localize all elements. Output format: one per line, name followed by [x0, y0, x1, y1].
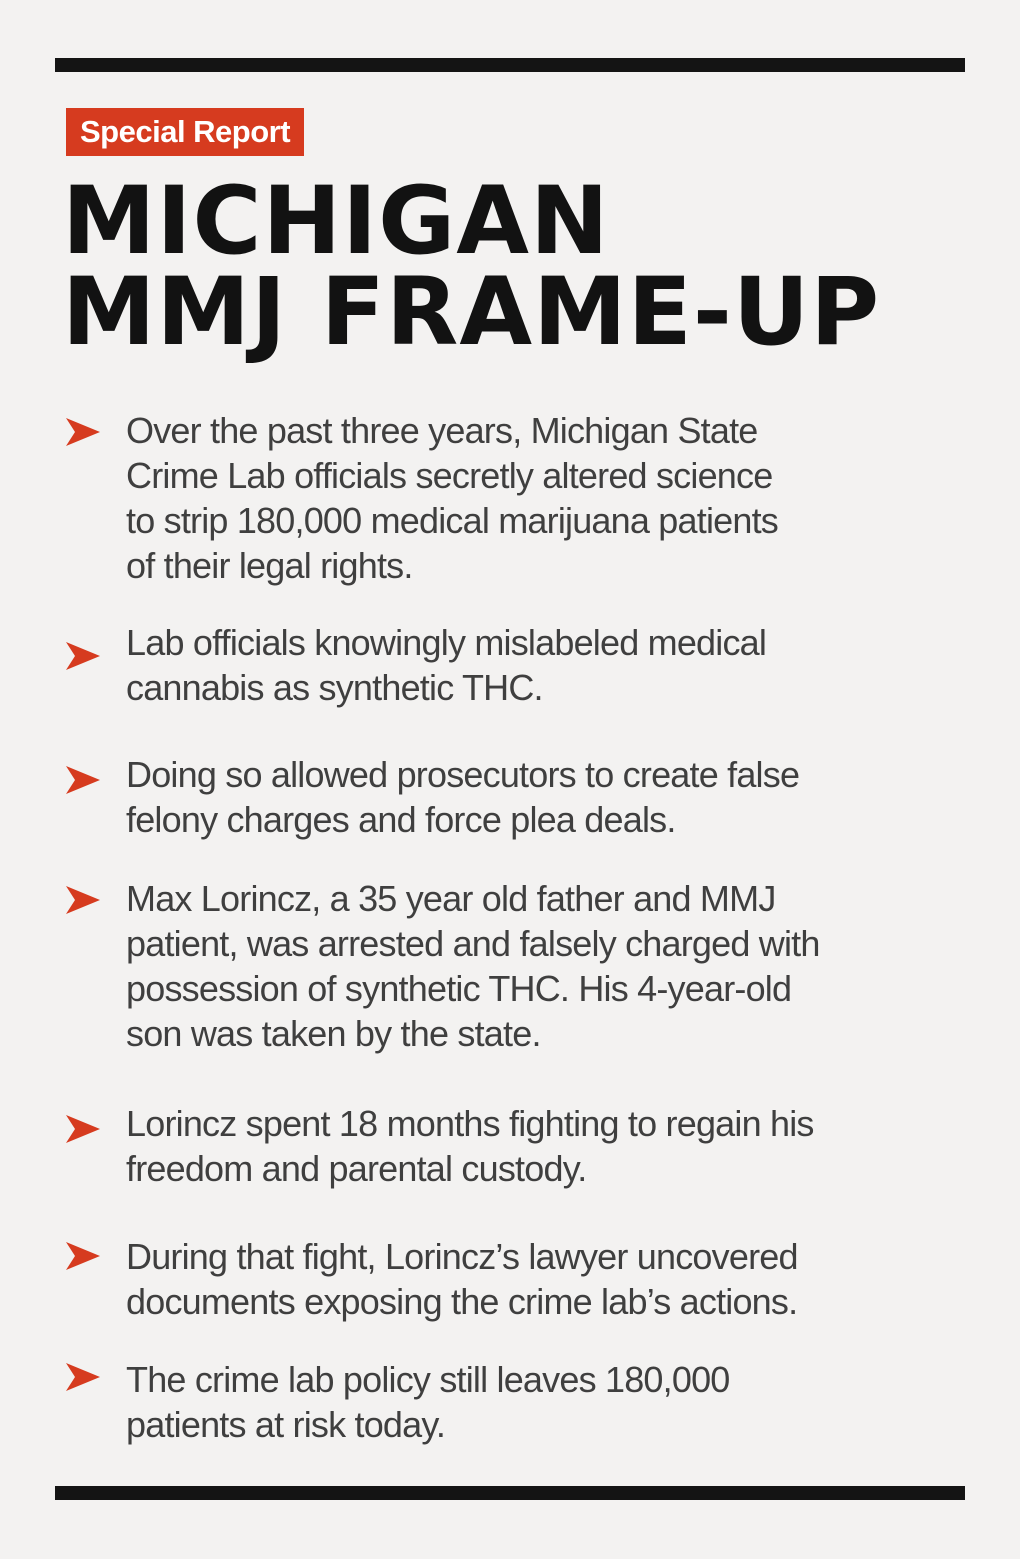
- bullet-text: [126, 876, 906, 1056]
- special-report-badge: Special Report: [66, 108, 304, 156]
- headline: [62, 167, 881, 367]
- bottom-rule: [55, 1486, 965, 1500]
- bullet-line: felony charges and force plea deals.: [126, 799, 676, 840]
- bullet-line: patient, was arrested and falsely charged with: [126, 923, 820, 964]
- bullet-line: Max Lorincz, a 35 year old father and MMJ: [126, 878, 776, 919]
- red-arrowhead-icon: [66, 1363, 100, 1391]
- bullet-line: Over the past three years, Michigan State: [126, 410, 758, 451]
- bullet-line: Crime Lab officials secretly altered science: [126, 455, 773, 496]
- red-arrowhead-icon: [66, 886, 100, 914]
- red-arrowhead-icon: [66, 418, 100, 446]
- bullet-text: [126, 752, 906, 842]
- bullet-text: [126, 1101, 906, 1191]
- bullet-line: The crime lab policy still leaves 180,000: [126, 1359, 730, 1400]
- bullet-text: [126, 1357, 906, 1447]
- bullet-line: of their legal rights.: [126, 545, 413, 586]
- bullet-line: son was taken by the state.: [126, 1013, 541, 1054]
- bullet-text: [126, 620, 906, 710]
- bullet-line: documents exposing the crime lab’s actions.: [126, 1281, 798, 1322]
- red-arrowhead-icon: [66, 1242, 100, 1270]
- bullet-line: cannabis as synthetic THC.: [126, 667, 543, 708]
- bullet-line: Lab officials knowingly mislabeled medical: [126, 622, 767, 663]
- bullet-line: possession of synthetic THC. His 4-year-old: [126, 968, 792, 1009]
- bullet-text: [126, 1234, 906, 1324]
- red-arrowhead-icon: [66, 766, 100, 794]
- red-arrowhead-icon: [66, 642, 100, 670]
- bullet-line: freedom and parental custody.: [126, 1148, 587, 1189]
- bullet-text: [126, 408, 906, 588]
- bullet-line: During that fight, Lorincz’s lawyer uncovered: [126, 1236, 798, 1277]
- red-arrowhead-icon: [66, 1115, 100, 1143]
- bullet-line: to strip 180,000 medical marijuana patients: [126, 500, 778, 541]
- headline-line-1: MICHIGAN: [62, 167, 610, 276]
- bullet-line: patients at risk today.: [126, 1404, 446, 1445]
- bullet-line: Lorincz spent 18 months fighting to regain his: [126, 1103, 814, 1144]
- headline-line-2: MMJ FRAME-UP: [62, 258, 881, 367]
- top-rule: [55, 58, 965, 72]
- bullet-line: Doing so allowed prosecutors to create false: [126, 754, 800, 795]
